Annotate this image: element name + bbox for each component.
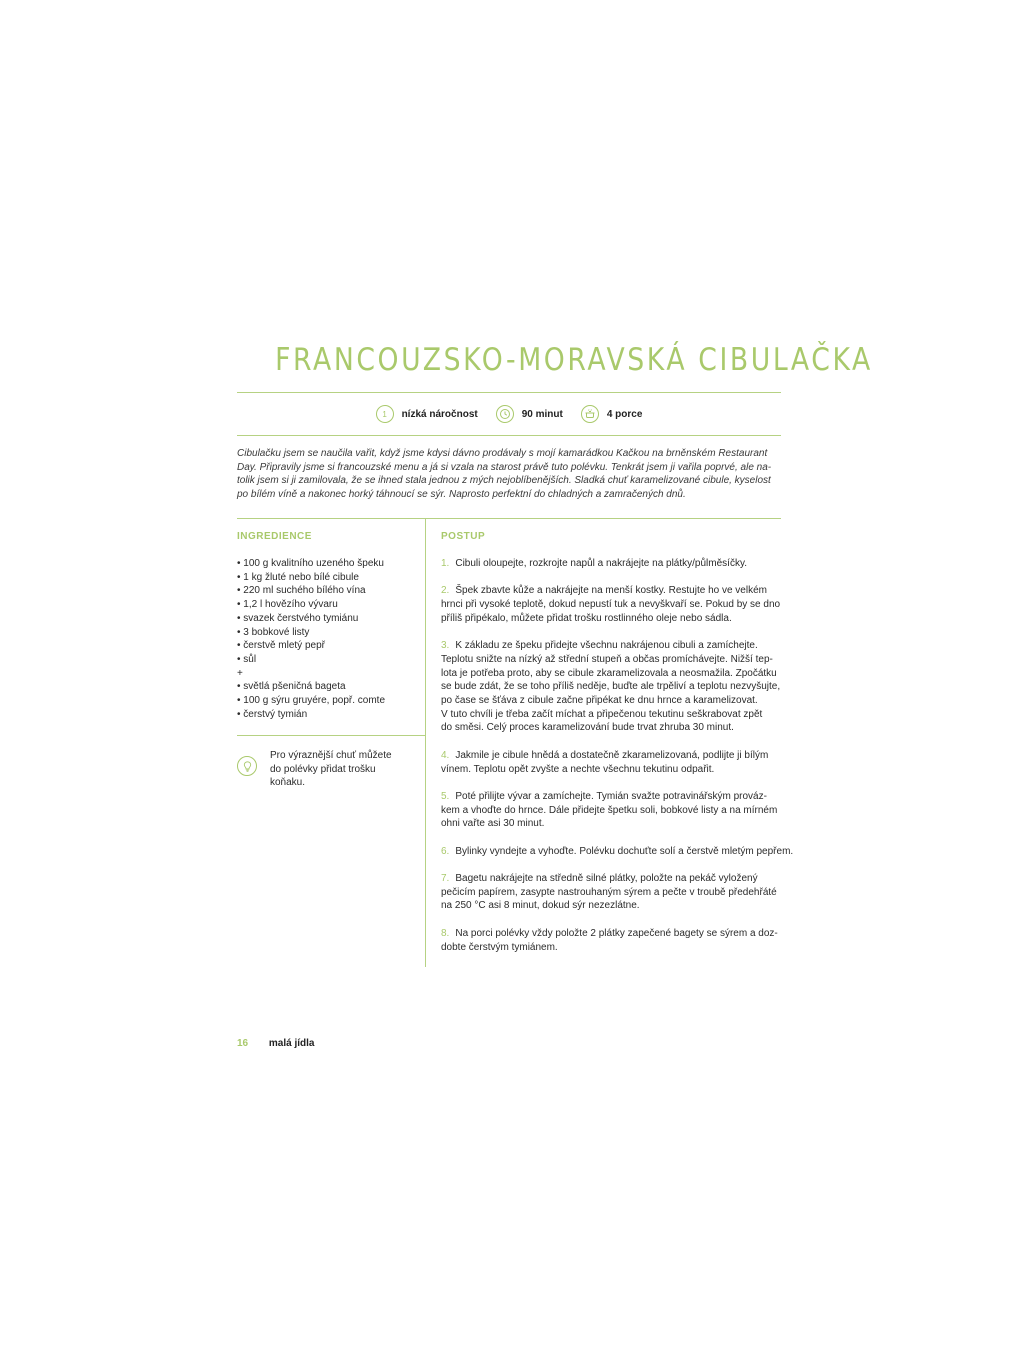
- step-text: Bagetu nakrájejte na středně silné plátky, položte na pekáč vyložený: [455, 873, 758, 885]
- lightbulb-icon: [237, 756, 257, 776]
- step-number: 1.: [441, 558, 450, 569]
- time-label: 90 minut: [521, 408, 563, 420]
- step-first-line: [441, 790, 781, 804]
- ingredient-item: • 220 ml suchého bílého vína: [237, 585, 366, 597]
- step-text: vínem. Teplotu opět zvyšte a nechte všechnu tekutinu odpařit.: [441, 763, 715, 775]
- step-text: po čase se šťáva z cibule začne připékat ke dnu hrnce a karamelizovat.: [441, 695, 758, 706]
- tip-line: koňaku.: [270, 777, 306, 789]
- ingredient-item: • 3 bobkové listy: [237, 626, 310, 638]
- step-text: se bude zdát, že se toho příliš neděje, buďte ale trpěliví a teplotu nezvyšujte,: [441, 681, 781, 693]
- intro-line: Cibulačku jsem se naučila vařit, když jsme kdysi dávno prodávaly s mojí kamarádkou Kačkou na brněnském Restaurant: [237, 448, 768, 459]
- intro-line: po bílém víně a nakonec horký táhnoucí se sýr. Naprosto perfektní do chladných a zamračených dnů.: [237, 489, 686, 501]
- step-number: 5.: [441, 790, 450, 802]
- tip-line: Pro výraznější chuť můžete: [270, 750, 392, 761]
- step-text: Poté přilijte vývar a zamíchejte. Tymián svažte potravinářským prováz-: [455, 790, 767, 802]
- step-item: [441, 872, 781, 913]
- ingredient-item: • čerstvě mletý pepř: [237, 640, 325, 652]
- step-item: [441, 639, 781, 735]
- tip-text: [270, 749, 420, 790]
- page-footer: [237, 1038, 314, 1049]
- meta-divider: [237, 435, 781, 436]
- time-meta: [496, 405, 563, 423]
- step-first-line: [441, 584, 781, 598]
- step-text: do směsi. Celý proces karamelizování bude trvat zhruba 30 minut.: [441, 722, 734, 734]
- page-number: 16: [237, 1038, 249, 1049]
- step-text: Teplotu snižte na nízký až střední stupeň a občas promíchávejte. Nižší tep-: [441, 653, 773, 665]
- step-text: Jakmile je cibule hnědá a dostatečně zkaramelizovaná, podlijte ji bílým: [455, 749, 769, 761]
- step-item: [441, 749, 781, 776]
- step-number: 6.: [441, 845, 450, 857]
- step-text: příliš připékalo, můžete přidat trošku rostlinného oleje nebo sádla.: [441, 612, 732, 624]
- step-first-line: [441, 557, 781, 571]
- step-text: Na porci polévky vždy položte 2 plátky zapečené bagety se sýrem a doz-: [455, 927, 778, 939]
- ingredient-item: • 100 g sýru gruyére, popř. comte: [237, 695, 386, 707]
- step-number: 3.: [441, 640, 450, 652]
- ingredient-item: • světlá pšeničná bageta: [237, 681, 346, 693]
- step-text: kem a vhoďte do hrnce. Dále přidejte špetku soli, bobkové listy a na mírném: [441, 804, 778, 816]
- intro-line: Day. Připravily jsme si francouzské menu a já si vzala na starost právě tuto polévku. Tenkrát jsem ji vařila poprvé, ale na-: [237, 461, 772, 473]
- step-text: Bylinky vyndejte a vyhoďte. Polévku dochuťte solí a čerstvě mletým pepřem.: [455, 845, 794, 857]
- step-number: 4.: [441, 749, 450, 761]
- step-text: Špek zbavte kůže a nakrájejte na menší kostky. Restujte ho ve velkém: [455, 585, 767, 597]
- ingredient-item: • 1,2 l hovězího vývaru: [237, 599, 338, 611]
- step-first-line: [441, 639, 781, 653]
- servings-label: 4 porce: [606, 408, 643, 420]
- step-text: pečicím papírem, zasypte nastrouhaným sýrem a pečte v troubě předehřáté: [441, 886, 777, 898]
- step-first-line: [441, 872, 781, 886]
- tip-line: do polévky přidat trošku: [270, 763, 376, 775]
- clock-icon: [496, 405, 514, 423]
- step-text: ohni vařte asi 30 minut.: [441, 818, 545, 830]
- step-item: [441, 790, 781, 831]
- ingredient-item: +: [237, 667, 243, 679]
- step-text: na 250 °C asi 8 minut, dokud sýr nezezlátne.: [441, 900, 640, 912]
- step-first-line: [441, 749, 781, 763]
- step-text: V tuto chvíli je třeba začít míchat a připečenou tekutinu seškrabovat zpět: [441, 708, 763, 720]
- step-number: 8.: [441, 927, 450, 939]
- servings-meta: [581, 405, 643, 423]
- pot-icon: [581, 405, 599, 423]
- step-item: [441, 927, 781, 954]
- step-item: [441, 557, 781, 571]
- ingredients-heading: INGREDIENCE: [237, 531, 312, 542]
- content-divider: [237, 518, 781, 519]
- step-number: 2.: [441, 585, 450, 597]
- step-first-line: [441, 927, 781, 941]
- ingredients-list: [237, 557, 422, 721]
- ingredient-item: • svazek čerstvého tymiánu: [237, 612, 359, 624]
- recipe-page: [237, 0, 873, 1365]
- recipe-meta: [237, 400, 781, 428]
- intro-line: tolik jsem si ji zamilovala, že se ihned stala jednou z mých nejoblíbenějších. Sladká chuť karamelizované cibule, kyselost: [237, 475, 771, 487]
- recipe-title: FRANCOUZSKO-MORAVSKÁ CIBULAČKA: [275, 342, 873, 378]
- step-text: hrnci při vysoké teplotě, dokud nepustí tuk a nevyškvaří se. Pokud by se dno: [441, 599, 781, 611]
- step-text: K základu ze špeku přidejte všechnu nakrájenou cibuli a zamíchejte.: [455, 640, 758, 652]
- step-item: [441, 845, 794, 859]
- step-number: 7.: [441, 873, 450, 885]
- steps-heading: POSTUP: [441, 531, 486, 542]
- step-item: [441, 584, 781, 625]
- ingredient-item: • 1 kg žluté nebo bílé cibule: [237, 571, 359, 583]
- step-first-line: [441, 845, 794, 859]
- step-text: dobte čerstvým tymiánem.: [441, 941, 558, 953]
- step-text: lota je potřeba proto, aby se cibule zkaramelizovala a neosmažila. Zpočátku: [441, 667, 777, 679]
- step-text: Cibuli oloupejte, rozkrojte napůl a nakrájejte na plátky/půlměsíčky.: [455, 558, 747, 569]
- difficulty-icon: 1: [376, 405, 394, 423]
- steps-list: [441, 557, 794, 968]
- difficulty-label: nízká náročnost: [401, 408, 478, 420]
- chapter-name: malá jídla: [268, 1038, 315, 1049]
- difficulty-meta: [376, 405, 478, 423]
- ingredient-item: • 100 g kvalitního uzeného špeku: [237, 558, 384, 569]
- tip-divider: [237, 735, 425, 736]
- title-divider: [237, 392, 781, 393]
- ingredient-item: • sůl: [237, 653, 257, 665]
- intro-text: [237, 447, 781, 502]
- column-divider: [425, 519, 426, 967]
- ingredient-item: • čerstvý tymián: [237, 708, 308, 720]
